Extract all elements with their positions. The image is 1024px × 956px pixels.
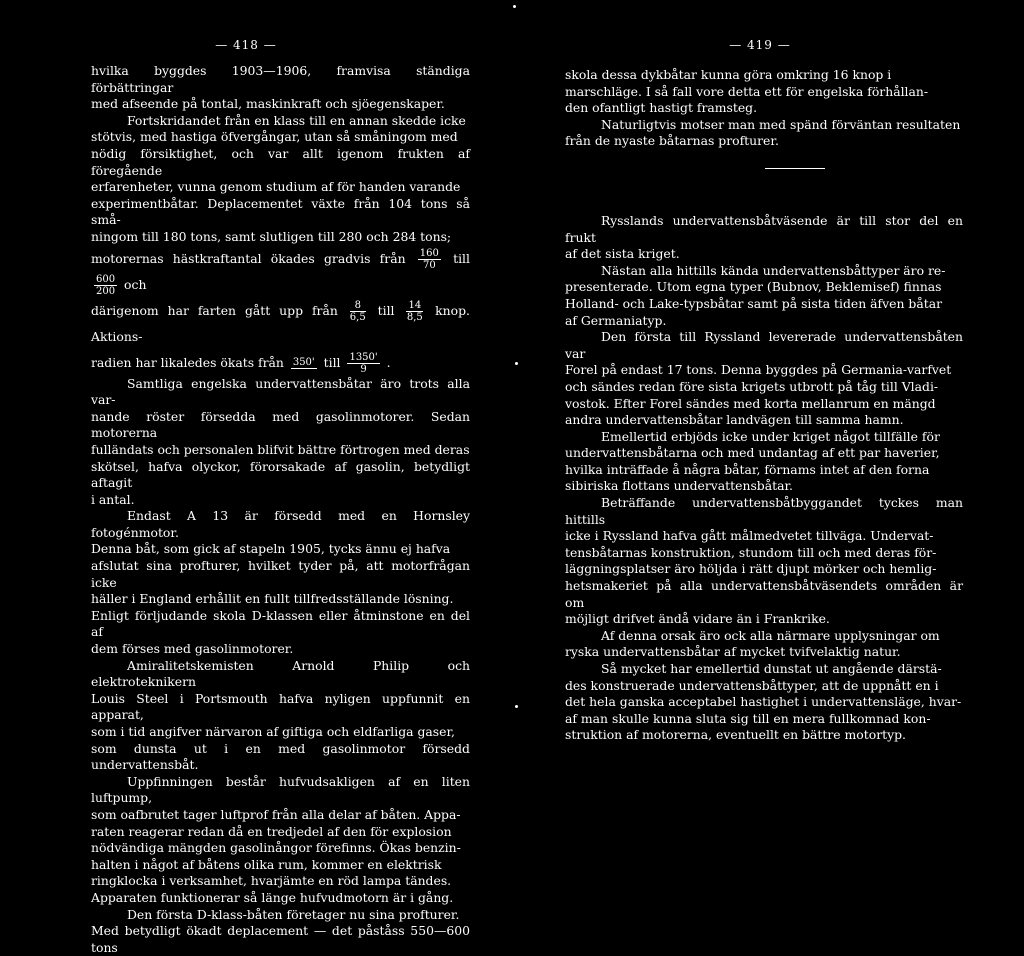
fraction [291,357,317,369]
text-line: i antal. [91,491,135,507]
text-line: icke i Ryssland hafva gått målmedvetet tillväga. Undervat- [565,528,934,544]
text-line: Amiralitetskemisten Arnold Philip och elektroteknikern [91,657,470,690]
fraction-line-horsepower [91,246,470,298]
text-line: marschläge. I så fall vore detta ett för engelska förhållan- [565,83,929,99]
text-line: Samtliga engelska undervattensbåtar äro trots alla var- [91,375,470,408]
numerator: 14 [408,299,422,311]
text: radien har likaledes ökats från [91,354,284,370]
text-line: med afseende på tontal, maskinkraft och sjöegenskaper. [91,96,445,112]
text-line: Denna båt, som gick af stapeln 1905, tycks ännu ej hafva [91,541,451,557]
text-line: Den första till Ryssland levererade undervattensbåten var [565,329,963,361]
text-line: Rysslands undervattensbåtväsende är till stor del en frukt [565,212,963,245]
scan-speck [515,362,518,365]
denominator: 200 [96,285,116,297]
text-line: från de nyaste båtarnas profturer. [565,133,779,149]
text-line: vostok. Efter Forel sändes med korta mellanrum en mängd [565,395,936,411]
text-line: presenterade. Utom egna typer (Bubnov, Beklemisef) finnas [565,279,942,295]
text-line: Holland- och Lake-typsbåtar samt på sista tiden äfven båtar [565,295,943,311]
numerator: 350' [292,357,315,369]
text-line: Beträffande undervattensbåtbyggandet tyckes man hittills [565,495,963,527]
text-line: raten reagerar redan då en tredjedel af den för explosion [91,823,452,839]
text-line: läggningsplatser äro höljda i rätt djupt mörker och hemlig- [565,561,937,577]
scan-speck [513,5,516,8]
text-line: Apparaten funktionerar så länge hufvudmotorn är i gång. [91,889,454,905]
text-line: ryska undervattensbåtar af mycket tvifvelaktig natur. [565,644,901,660]
text-line: nande röster försedda med gasolinmotorer. Sedan motorerna [91,408,470,441]
text-line: tensbåtarnas konstruktion, stundom till och med deras för- [565,544,937,560]
text-line: hvilka inträffade å några båtar, förnams intet af den forna [565,461,930,477]
fraction [350,300,366,323]
spacer [565,169,963,213]
denominator: 8,5 [406,311,423,323]
text: knop. Aktions- [91,302,470,344]
text-line: Uppfinningen består hufvudsakligen af en liten luftpump, [91,773,470,806]
text-line: experimentbåtar. Deplacementet växte från 104 tons så små- [91,195,470,228]
right-page [512,0,1024,758]
text-line: som i tid angifver närvaron af giftiga och eldfarliga gaser, [91,724,455,739]
text-line: fulländats och personalen blifvit bättre förtrogen med deras [91,441,470,457]
text: . [386,354,391,370]
text-line: af det sista kriget. [565,246,680,262]
text-line: des konstruerade undervattensbåttyper, att de uppnått en i [565,677,939,693]
text-line: det hela ganska acceptabel hastighet i undervattensläge, hvar- [565,694,962,710]
text-line: Naturligtvis motser man med spänd förväntan resultaten [601,116,961,132]
text-line: som dunsta ut i en med gasolinmotor försedd undervattensbåt. [91,740,470,773]
text-line: Den första D-klass-båten företager nu sina profturer. [127,906,460,922]
denominator: 9 [360,363,367,375]
numerator: 160 [419,247,439,259]
text-line: dem förses med gasolinmotorer. [91,641,294,657]
text-line: nödig försiktighet, och var allt igenom frukten af föregående [91,145,470,178]
text-line: Endast A 13 är försedd med en Hornsley fotogénmotor. [91,508,470,540]
fraction [406,300,423,323]
text-line: stötvis, med hastiga öfvergångar, utan så småningom med [91,129,458,145]
text-line: halten i något af båtens olika rum, kommer en elektrisk [91,856,442,872]
fraction [418,248,441,271]
text-line: möjligt drifvet ändå vidare än i Frankrike. [565,611,830,627]
denominator: 70 [422,259,436,271]
text-line: andra undervattensbåtar landvägen till samma hamn. [565,412,904,428]
text-line: Af denna orsak äro ock alla närmare upplysningar om [601,627,940,643]
text-line: hetsmakeriet på alla undervattensbåtväsendets områden är om [565,578,963,610]
text-line: Med betydligt ökadt deplacement — det påståss 550—600 tons [91,923,470,955]
text: till [323,354,341,370]
text-line: som oafbrutet tager luftprof från alla delar af båten. Appa- [91,806,461,822]
text-line: af Germaniatyp. [565,312,667,328]
fraction-line-speed [91,298,470,350]
numerator: 1350' [349,351,378,363]
text: och [124,276,147,292]
text-line: erfarenheter, vunna genom studium af för handen varande [91,179,461,195]
text-line: ningom till 180 tons, samt slutligen till 280 och 284 tons; [91,228,452,244]
text-line: afslutat sina profturer, hvilket tyder på, att motorfrågan icke [91,558,470,590]
text-line: ringklocka i verksamhet, hvarjämte en röd lampa tändes. [91,873,452,889]
text-line: nödvändiga mängden gasolinångor förefinns. Ökas benzin- [91,840,461,856]
text: därigenom har farten gått upp från [91,302,338,318]
text-line: Nästan alla hittills kända undervattensbåttyper äro re- [601,262,946,278]
text-line: af man skulle kunna sluta sig till en mera fullkomnad kon- [565,710,931,726]
text-line: och sändes redan före sista krigets utbrott på tåg till Vladi- [565,378,939,394]
text-line: Louis Steel i Portsmouth hafva nyligen uppfunnit en apparat, [91,690,470,723]
text: motorernas hästkraftantal ökades gradvis från [91,250,406,266]
left-page [0,0,512,955]
text-line: Enligt förljudande skola D-klassen eller åtminstone en del af [91,607,470,640]
left-column [91,63,470,956]
text-line: hvilka byggdes 1903—1906, framvisa ständiga förbättringar [91,63,470,95]
fraction-line-radius [91,350,470,376]
numerator: 8 [350,300,366,312]
numerator: 600 [96,273,116,285]
page-number-left: — 418 — [215,38,277,52]
text-line: Fortskridandet från en klass till en annan skedde icke [127,112,466,128]
text-line: Emellertid erbjöds icke under kriget något tillfälle för [601,428,940,444]
scan-speck [515,705,518,708]
text-line: skötsel, hafva olyckor, förorsakade af gasolin, betydligt aftagit [91,458,470,491]
fraction [347,352,379,375]
text-line: häller i England erhållit en fullt tillfredsställande lösning. [91,591,454,607]
denominator: 6,5 [349,311,366,323]
page-number-right: — 419 — [729,38,791,52]
text-line: den ofantligt hastigt framsteg. [565,100,758,116]
text-line: Forel på endast 17 tons. Denna byggdes på Germania-varfvet [565,362,952,378]
text-line: undervattensbåtarna och med undantag af ett par haverier, [565,445,940,461]
text-line: struktion af motorerna, eventuellt en bättre motortyp. [565,727,906,743]
fraction [94,274,117,297]
text-line: Så mycket har emellertid dunstat ut angående därstä- [601,661,942,676]
right-column [565,67,963,744]
text: till [453,250,470,266]
text: till [377,302,395,318]
text-line: sibiriska flottans undervattensbåtar. [565,478,793,494]
text-line: skola dessa dykbåtar kunna göra omkring 16 knop i [565,67,892,82]
